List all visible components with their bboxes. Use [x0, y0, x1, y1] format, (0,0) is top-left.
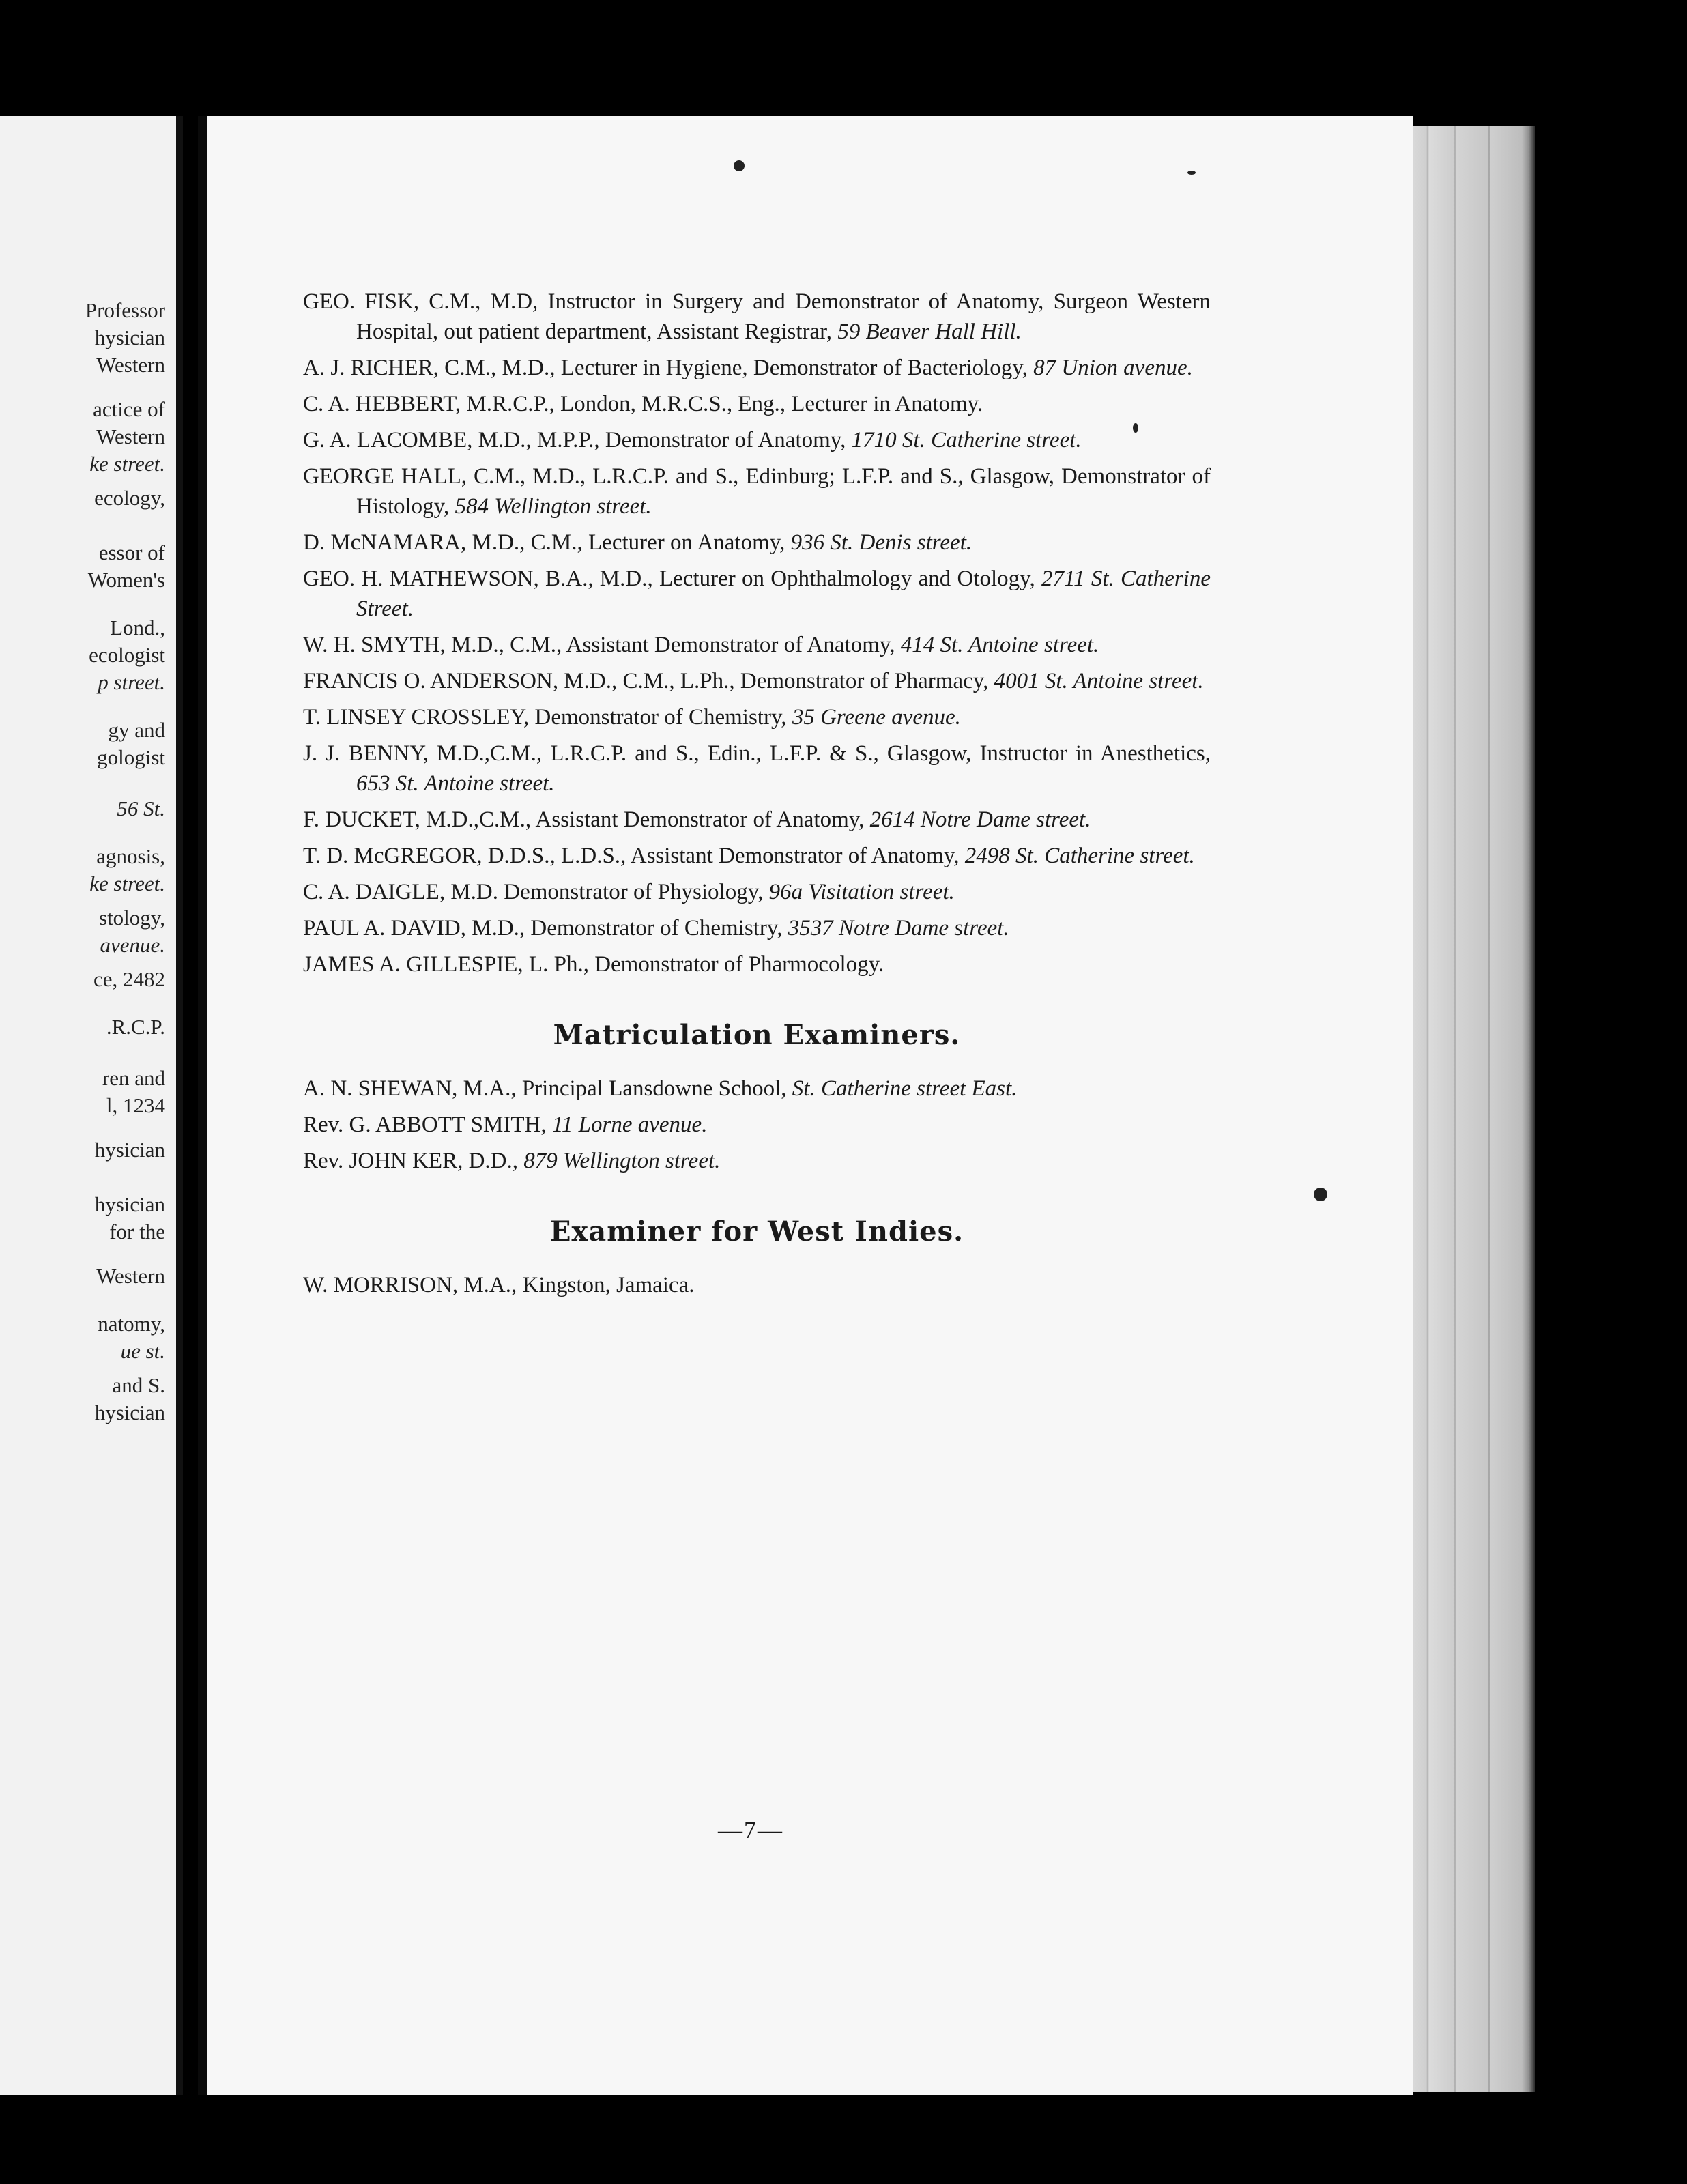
- left-page-line: agnosis,: [96, 844, 165, 868]
- entry-address: 653 St. Antoine street.: [356, 771, 555, 796]
- entry-text: GEO. FISK, C.M., M.D, Instructor in Surgery and Demonstrator of Anatomy, Surgeon Western Hospital, out patient department, Assistant Registrar,: [303, 289, 1211, 344]
- entry-text: W. H. SMYTH, M.D., C.M., Assistant Demonstrator of Anatomy,: [303, 633, 901, 657]
- examiner-entry: [303, 1146, 1211, 1176]
- staff-entry: [303, 630, 1211, 660]
- entry-text: FRANCIS O. ANDERSON, M.D., C.M., L.Ph., Demonstrator of Pharmacy,: [303, 669, 994, 693]
- staff-entry: [303, 702, 1211, 732]
- staff-entry: [303, 353, 1211, 383]
- entry-text: D. McNAMARA, M.D., C.M., Lecturer on Anatomy,: [303, 530, 791, 555]
- entry-address: 35 Greene avenue.: [792, 705, 961, 730]
- left-page-line: ce, 2482: [93, 967, 165, 991]
- staff-entry: [303, 841, 1211, 871]
- left-page-line: gologist: [97, 745, 165, 769]
- entry-address: 4001 St. Antoine street.: [994, 669, 1204, 693]
- entry-address: 936 St. Denis street.: [790, 530, 972, 555]
- left-page-line: 56 St.: [117, 796, 165, 820]
- left-page-line: p street.: [98, 670, 165, 694]
- staff-entry: [303, 528, 1211, 558]
- staff-entry: [303, 425, 1211, 455]
- left-page-line: Western: [96, 353, 165, 377]
- left-page-line: l, 1234: [106, 1093, 165, 1117]
- entry-address: 59 Beaver Hall Hill.: [837, 319, 1022, 344]
- ink-speck: [734, 160, 745, 171]
- left-page-line: ecology,: [94, 486, 165, 510]
- entry-address: 11 Lorne avenue.: [551, 1112, 708, 1137]
- left-page-line: natomy,: [98, 1312, 165, 1336]
- examiner-entry: [303, 1074, 1211, 1104]
- left-page-line: hysician: [94, 1138, 165, 1162]
- entry-text: C. A. DAIGLE, M.D. Demonstrator of Physiology,: [303, 880, 769, 904]
- left-page-line: ren and: [102, 1066, 165, 1090]
- left-page-line: gy and: [108, 718, 165, 742]
- entry-address: 584 Wellington street.: [455, 494, 652, 519]
- entry-address: 3537 Notre Dame street.: [788, 916, 1009, 940]
- entry-text: J. J. BENNY, M.D.,C.M., L.R.C.P. and S., Edin., L.F.P. & S., Glasgow, Instructor in Anesthetics,: [303, 741, 1211, 766]
- entry-address: 879 Wellington street.: [523, 1149, 721, 1173]
- left-page-line: ke street.: [89, 452, 165, 476]
- left-page-line: Professor: [85, 298, 165, 322]
- entry-address: St. Catherine street East.: [792, 1076, 1018, 1101]
- west-indies-examiner: W. MORRISON, M.A., Kingston, Jamaica.: [303, 1273, 695, 1297]
- left-page-line: .R.C.P.: [106, 1015, 165, 1039]
- book-gutter: [176, 116, 183, 2095]
- ink-speck: [1133, 423, 1138, 433]
- left-page-line: Women's: [87, 568, 165, 592]
- staff-list: [303, 287, 1211, 979]
- left-page-line: ue st.: [120, 1339, 165, 1363]
- left-page-line: actice of: [93, 397, 165, 421]
- book-binding: [198, 116, 207, 2095]
- page-edges: [1413, 126, 1535, 2092]
- entry-address: 414 St. Antoine street.: [900, 633, 1099, 657]
- left-page-line: hysician: [94, 1400, 165, 1424]
- entry-address: 1710 St. Catherine street.: [851, 428, 1082, 452]
- left-page-line: hysician: [94, 326, 165, 349]
- entry-text: A. N. SHEWAN, M.A., Principal Lansdowne School,: [303, 1076, 792, 1101]
- entry-address: 96a Visitation street.: [768, 880, 955, 904]
- west-indies-heading: Examiner for West Indies.: [549, 1216, 964, 1248]
- left-page-line: essor of: [98, 541, 165, 564]
- left-page-line: Lond.,: [110, 616, 165, 640]
- entry-text: A. J. RICHER, C.M., M.D., Lecturer in Hygiene, Demonstrator of Bacteriology,: [303, 356, 1034, 380]
- entry-text: GEORGE HALL, C.M., M.D., L.R.C.P. and S., Edinburg; L.F.P. and S., Glasgow, Demonstrator of Histology,: [303, 464, 1211, 519]
- entry-text: JAMES A. GILLESPIE, L. Ph., Demonstrator of Pharmocology.: [303, 952, 884, 977]
- page-number: —7—: [718, 1816, 783, 1843]
- entry-text: Rev. G. ABBOTT SMITH,: [303, 1112, 552, 1137]
- staff-entry: [303, 877, 1211, 907]
- staff-entry: [303, 738, 1211, 799]
- entry-address: 2498 St. Catherine street.: [964, 844, 1195, 868]
- entry-text: PAUL A. DAVID, M.D., Demonstrator of Chemistry,: [303, 916, 788, 940]
- left-page-line: avenue.: [100, 933, 165, 957]
- left-page-line: ke street.: [89, 872, 165, 895]
- matriculation-list: [303, 1074, 1211, 1176]
- entry-text: G. A. LACOMBE, M.D., M.P.P., Demonstrator of Anatomy,: [303, 428, 852, 452]
- matriculation-heading: Matriculation Examiners.: [553, 1019, 961, 1051]
- left-page-line: stology,: [98, 906, 165, 930]
- staff-entry: [303, 564, 1211, 624]
- examiner-entry: [303, 1110, 1211, 1140]
- entry-text: T. LINSEY CROSSLEY, Demonstrator of Chemistry,: [303, 705, 792, 730]
- page-content: [303, 287, 1211, 1304]
- left-page-line: ecologist: [89, 643, 165, 667]
- left-page-fragment: [0, 116, 183, 2095]
- staff-entry: [303, 949, 1211, 979]
- entry-address: 87 Union avenue.: [1033, 356, 1193, 380]
- left-page-line: hysician: [94, 1192, 165, 1216]
- entry-text: T. D. McGREGOR, D.D.S., L.D.S., Assistant Demonstrator of Anatomy,: [303, 844, 965, 868]
- entry-text: F. DUCKET, M.D.,C.M., Assistant Demonstrator of Anatomy,: [303, 807, 870, 832]
- entry-text: GEO. H. MATHEWSON, B.A., M.D., Lecturer on Ophthalmology and Otology,: [303, 566, 1042, 591]
- ink-speck: [1187, 171, 1196, 175]
- left-page-line: Western: [96, 1264, 165, 1288]
- entry-address: 2614 Notre Dame street.: [869, 807, 1091, 832]
- staff-entry: [303, 913, 1211, 943]
- entry-text: C. A. HEBBERT, M.R.C.P., London, M.R.C.S., Eng., Lecturer in Anatomy.: [303, 392, 983, 416]
- staff-entry: [303, 805, 1211, 835]
- staff-entry: [303, 287, 1211, 347]
- left-page-line: Western: [96, 425, 165, 448]
- left-page-line: and S.: [112, 1373, 165, 1397]
- ink-speck: [1314, 1188, 1327, 1201]
- staff-entry: [303, 389, 1211, 419]
- entry-text: Rev. JOHN KER, D.D.,: [303, 1149, 524, 1173]
- entry-address: 2711 St. Catherine Street.: [356, 566, 1211, 621]
- staff-entry: [303, 461, 1211, 521]
- staff-entry: [303, 666, 1211, 696]
- left-page-line: for the: [109, 1220, 165, 1244]
